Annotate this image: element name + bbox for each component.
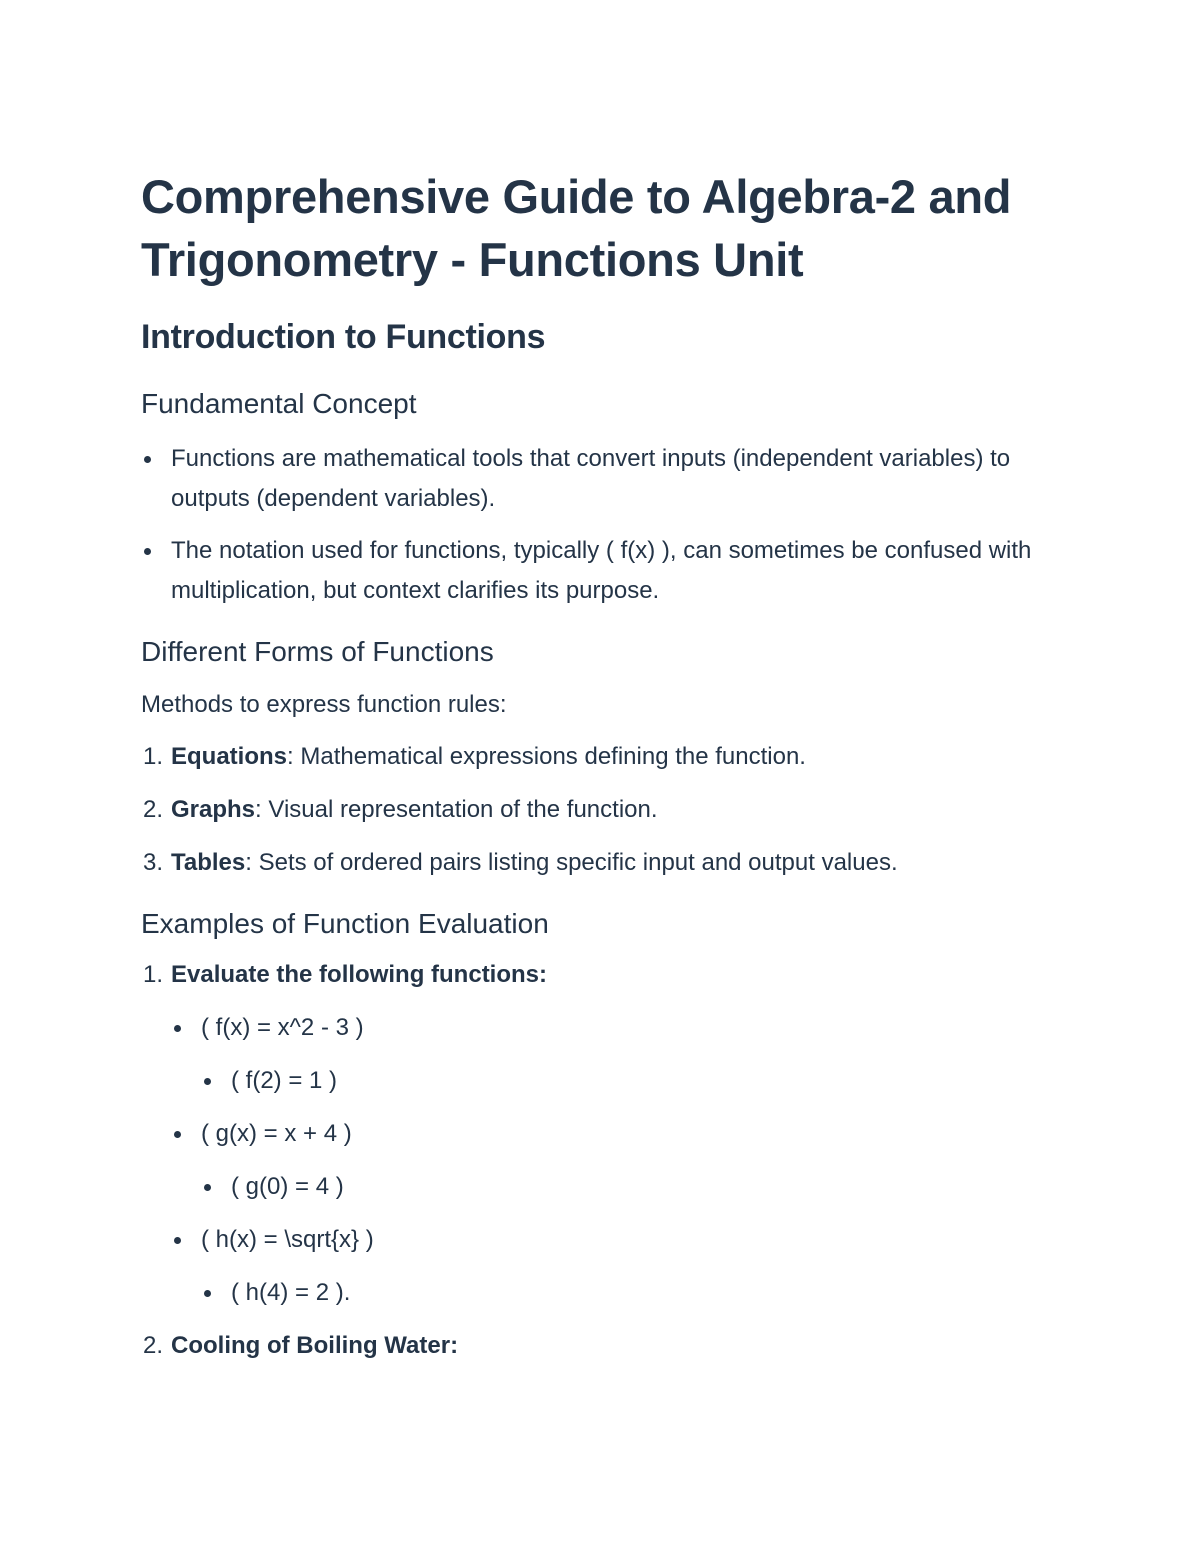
result-list [201,1273,1071,1313]
list-item [141,955,1071,1313]
forms-numbered-list [141,737,1071,883]
list-item: Functions are mathematical tools that convert inputs (independent variables) to outputs (dependent variables). [141,439,1071,519]
function-result: ( g(0) = 4 ) [201,1167,1071,1207]
subsection-heading-examples: Examples of Function Evaluation [141,908,549,939]
list-number: 2. [143,1332,164,1359]
expression-text: ( g(x) = x + 4 ) [201,1120,352,1147]
list-number: 1. [143,743,164,770]
list-number: 2. [143,796,164,823]
item-label: Evaluate the following functions: [171,961,548,988]
page-title: Comprehensive Guide to Algebra-2 and Trigonometry - Functions Unit [141,170,1012,286]
document-page [141,165,1071,1379]
subsection-heading-fundamental: Fundamental Concept [141,388,417,419]
function-expression [171,1220,1071,1313]
list-item [141,1326,1071,1366]
expression-text: ( f(x) = x^2 - 3 ) [201,1014,364,1041]
term-description: : Sets of ordered pairs listing specific input and output values. [245,849,898,876]
list-item [141,737,1071,777]
examples-numbered-list [141,955,1071,1366]
function-expression [171,1008,1071,1101]
list-item: The notation used for functions, typically ( f(x) ), can sometimes be confused with multiplication, but context clarifies its purpose. [141,531,1071,611]
list-item [141,790,1071,830]
section-heading-introduction: Introduction to Functions [141,318,546,356]
result-list [201,1167,1071,1207]
list-number: 3. [143,849,164,876]
list-number: 1. [143,961,164,988]
function-result: ( h(4) = 2 ). [201,1273,1071,1313]
term-description: : Mathematical expressions defining the function. [287,743,806,770]
list-item [141,843,1071,883]
term-label: Graphs [171,796,256,823]
item-label: Cooling of Boiling Water: [171,1332,459,1359]
subsection-heading-forms: Different Forms of Functions [141,636,494,667]
term-label: Tables [171,849,246,876]
expression-text: ( h(x) = \sqrt{x} ) [201,1226,374,1253]
term-description: : Visual representation of the function. [255,796,658,823]
fundamental-bullet-list [141,439,1071,611]
function-expression [171,1114,1071,1207]
function-list [171,1008,1071,1313]
forms-lead-text: Methods to express function rules: [141,691,507,718]
result-list [201,1061,1071,1101]
term-label: Equations [171,743,288,770]
function-result: ( f(2) = 1 ) [201,1061,1071,1101]
